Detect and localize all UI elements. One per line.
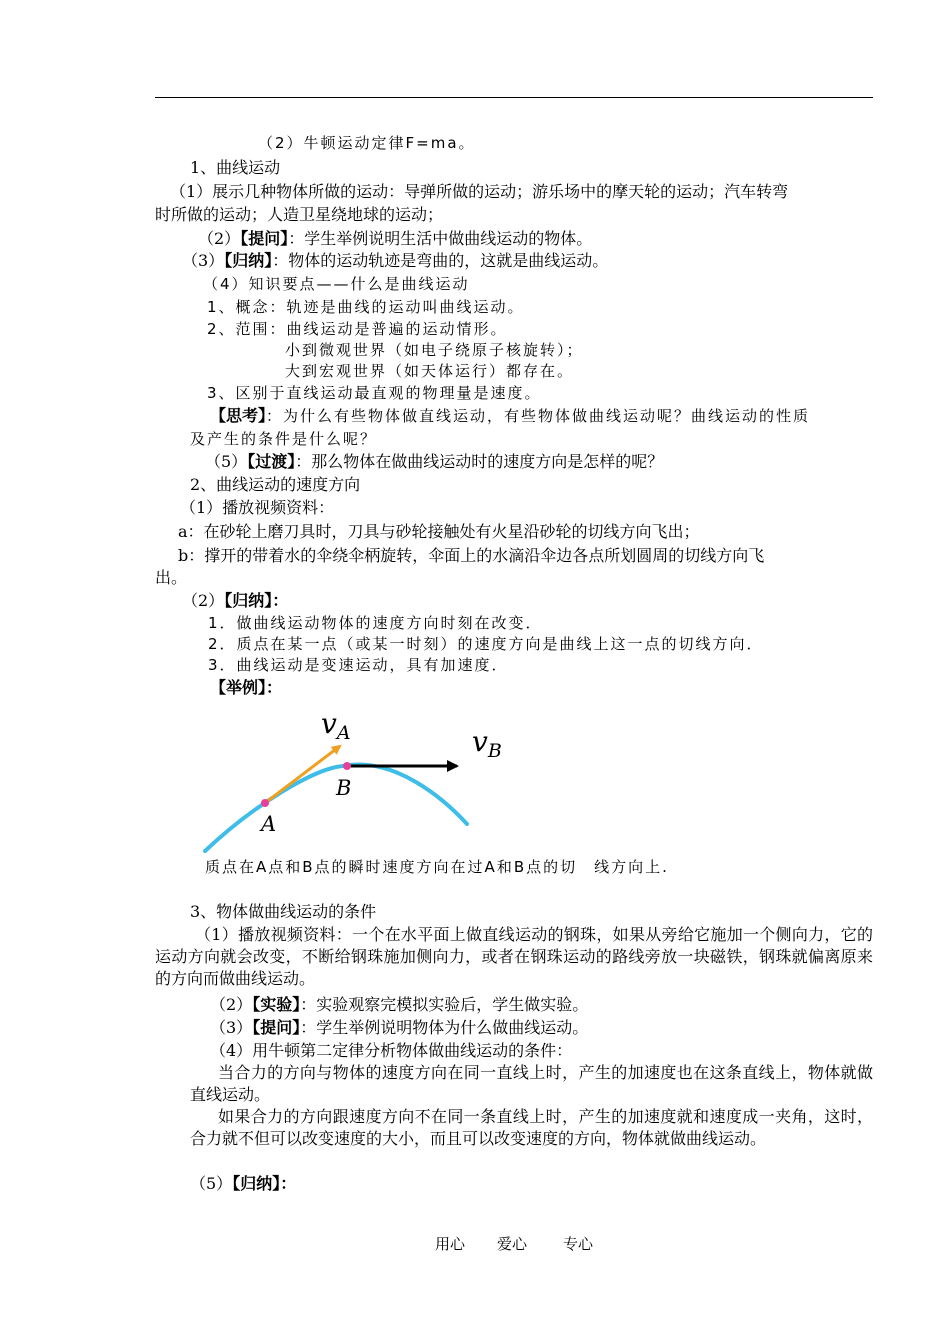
s3-item5 bbox=[190, 1173, 296, 1195]
s3-item2 bbox=[210, 994, 588, 1016]
item-text: ：学生举例说明生活中做曲线运动的物体。 bbox=[288, 229, 593, 248]
s3-paragraph1: 当合力的方向与物体的速度方向在同一直线上时，产生的加速度也在这条直线上，物体就做直线运动。 bbox=[190, 1063, 873, 1104]
figure-caption: 质点在A点和B点的瞬时速度方向在过A和B点的切 线方向上. bbox=[205, 858, 669, 876]
s1-item3 bbox=[182, 250, 608, 272]
velocity-direction-figure bbox=[195, 700, 502, 850]
item-prefix: （2） bbox=[198, 229, 241, 248]
s1-point2-macro: 大到宏观世界（如天体运行）都存在。 bbox=[285, 362, 575, 380]
point-a-dot bbox=[261, 799, 269, 807]
section-3-title: 3、物体做曲线运动的条件 bbox=[190, 902, 377, 921]
tag-summary: 【归纳】 bbox=[232, 1174, 281, 1193]
colon: ： bbox=[266, 678, 283, 697]
item-prefix: （5） bbox=[190, 1174, 233, 1193]
think-line2: 及产生的条件是什么呢？ bbox=[190, 430, 378, 448]
s1-point3: 3、区别于直线运动最直观的物理量是速度。 bbox=[207, 384, 542, 402]
velocity-a-arrow bbox=[265, 746, 340, 803]
item-prefix: （5） bbox=[205, 452, 248, 471]
item-prefix: （2） bbox=[182, 591, 225, 610]
tag-think: 【思考】 bbox=[210, 406, 267, 425]
item-prefix: （3） bbox=[182, 251, 225, 270]
think-line1 bbox=[210, 405, 810, 427]
footer-word-2: 爱心 bbox=[497, 1235, 528, 1253]
tag-example: 【举例】 bbox=[210, 678, 267, 697]
s2-point1: 1．做曲线运动物体的速度方向时刻在改变． bbox=[208, 614, 543, 632]
s3-item4: （4）用牛顿第二定律分析物体做曲线运动的条件： bbox=[210, 1041, 573, 1060]
s1-point1: 1、概念：轨迹是曲线的运动叫曲线运动。 bbox=[207, 298, 525, 316]
s2-point3: 3．曲线运动是变速运动，具有加速度． bbox=[208, 656, 509, 674]
s3-paragraph2: 如果合力的方向跟速度方向不在同一条直线上时，产生的加速度就和速度成一夹角，这时，合力就不但可以改变速度的大小，而且可以改变速度的方向，物体就做曲线运动。 bbox=[190, 1107, 873, 1148]
s2-item2 bbox=[182, 590, 288, 612]
s1-point2: 2、范围：曲线运动是普遍的运动情形。 bbox=[207, 320, 508, 338]
tag-summary: 【归纳】 bbox=[224, 251, 273, 270]
think-text: ：为什么有些物体做直线运动，有些物体做曲线运动呢？曲线运动的性质 bbox=[266, 407, 811, 425]
colon: ： bbox=[272, 591, 289, 610]
tag-question: 【提问】 bbox=[240, 229, 289, 248]
s1-point2-micro: 小到微观世界（如电子绕原子核旋转）； bbox=[285, 341, 584, 359]
va-label: $v_A$ bbox=[321, 707, 351, 744]
footer-word-1: 用心 bbox=[435, 1235, 466, 1253]
s3-item3 bbox=[210, 1017, 588, 1039]
colon: ： bbox=[280, 1174, 297, 1193]
s1-item2 bbox=[198, 228, 592, 250]
section-1-title: 1、曲线运动 bbox=[190, 158, 281, 177]
tag-question: 【提问】 bbox=[252, 1018, 301, 1037]
s2-item1: （1）播放视频资料： bbox=[180, 498, 335, 517]
s2-example-b-line1: b：撑开的带着水的伞绕伞柄旋转，伞面上的水滴沿伞边各点所划圆周的切线方向飞 bbox=[178, 546, 765, 565]
point-a-label: A bbox=[261, 812, 277, 836]
s1-item1-line2: 时所做的运动；人造卫星绕地球的运动； bbox=[155, 205, 444, 224]
footer-word-3: 专心 bbox=[563, 1235, 594, 1253]
item-text: ：那么物体在做曲线运动时的速度方向是怎样的呢？ bbox=[295, 452, 664, 471]
s1-item1-line1: （1）展示几种物体所做的运动：导弹所做的运动；游乐场中的摩天轮的运动；汽车转弯 bbox=[170, 182, 789, 201]
point-b-label: B bbox=[336, 776, 352, 800]
item-prefix: （2） bbox=[210, 995, 253, 1014]
s1-item4: （4）知识要点——什么是曲线运动 bbox=[203, 275, 470, 293]
example-heading bbox=[210, 677, 282, 699]
tag-summary: 【归纳】 bbox=[224, 591, 273, 610]
s2-point2: 2．质点在某一点（或某一时刻）的速度方向是曲线上这一点的切线方向． bbox=[208, 635, 764, 653]
header-rule bbox=[155, 97, 873, 98]
newton-law-line: （2）牛顿运动定律F=ma。 bbox=[258, 134, 476, 152]
s1-item5 bbox=[205, 451, 663, 473]
section-2-title: 2、曲线运动的速度方向 bbox=[190, 475, 361, 494]
s2-example-a: a：在砂轮上磨刀具时，刀具与砂轮接触处有火星沿砂轮的切线方向飞出； bbox=[178, 522, 700, 541]
point-b-dot bbox=[343, 762, 351, 770]
s3-item1: （1）播放视频资料：一个在水平面上做直线运动的钢珠，如果从旁给它施加一个侧向力，它的运动方向就会改变，不断给钢珠施加侧向力，或者在钢珠运动的路线旁放一块磁铁，钢珠就偏离原来的方向而做曲线运动。 bbox=[155, 925, 873, 988]
tag-experiment: 【实验】 bbox=[252, 995, 301, 1014]
s2-example-b-line2: 出。 bbox=[155, 568, 188, 587]
tag-transition: 【过渡】 bbox=[247, 452, 296, 471]
item-prefix: （3） bbox=[210, 1018, 253, 1037]
item-text: ：学生举例说明物体为什么做曲线运动。 bbox=[300, 1018, 589, 1037]
item-text: ：实验观察完模拟实验后，学生做实验。 bbox=[300, 995, 589, 1014]
item-text: ：物体的运动轨迹是弯曲的，这就是曲线运动。 bbox=[272, 251, 609, 270]
vb-label: $v_B$ bbox=[472, 725, 502, 762]
